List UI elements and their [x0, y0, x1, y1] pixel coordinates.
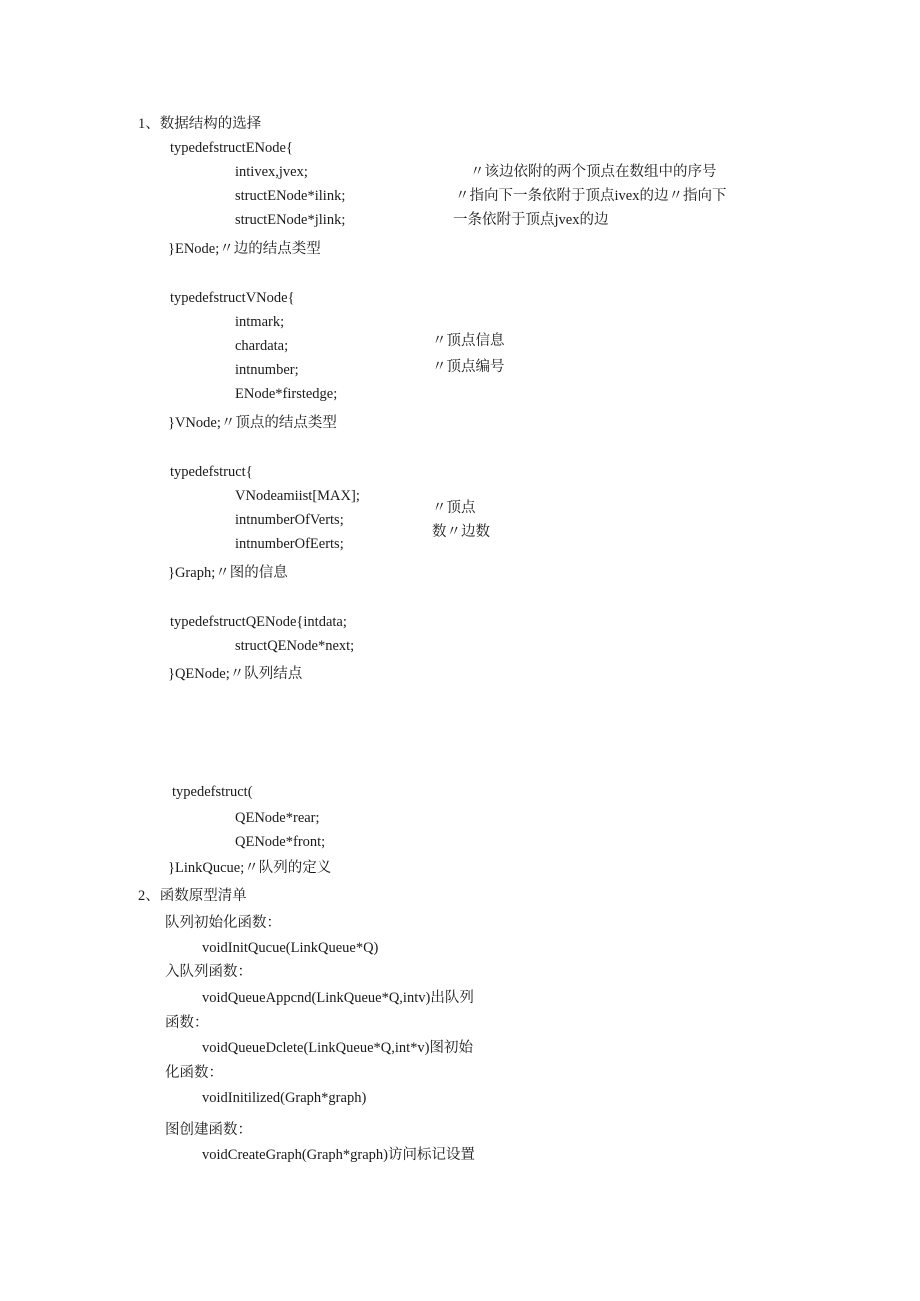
enode-comment-2: 〃指向下一条依附于顶点ivex的边〃指向下 [455, 188, 727, 204]
vnode-field-mark: intmark; [235, 314, 285, 330]
graph-field-edges: intnumberOfEerts; [235, 536, 344, 552]
linkqueue-close: }LinkQucue;〃队列的定义 [168, 860, 332, 876]
enode-comment-1: 〃该边依附的两个顶点在数组中的序号 [470, 164, 717, 180]
graph-field-verts: intnumberOfVerts; [235, 512, 344, 528]
vnode-field-number: intnumber; [235, 362, 299, 378]
func-queue-init: voidInitQucue(LinkQueue*Q) [202, 940, 379, 956]
enode-field-ivex: intivex,jvex; [235, 164, 308, 180]
qenode-open: typedefstructQENode{intdata; [170, 614, 347, 630]
linkqueue-open: typedefstruct( [172, 784, 253, 800]
func-enqueue-label: 入队列函数： [165, 964, 252, 980]
func-dequeue-label: 函数： [165, 1015, 209, 1031]
section1-heading: 1、数据结构的选择 [138, 116, 262, 132]
graph-open: typedefstruct{ [170, 464, 253, 480]
func-queue-init-label: 队列初始化函数： [165, 915, 281, 931]
enode-field-ilink: structENode*ilink; [235, 188, 346, 204]
vnode-close: }VNode;〃顶点的结点类型 [168, 415, 337, 431]
graph-comment-2: 数〃边数 [432, 524, 490, 540]
qenode-field-next: structQENode*next; [235, 638, 355, 654]
graph-close: }Graph;〃图的信息 [168, 565, 288, 581]
linkqueue-field-front: QENode*front; [235, 834, 326, 850]
enode-open: typedefstructENode{ [170, 140, 293, 156]
func-graph-init: voidInitilized(Graph*graph) [202, 1090, 367, 1106]
vnode-field-firstedge: ENode*firstedge; [235, 386, 338, 402]
func-dequeue: voidQueueDclete(LinkQueue*Q,int*v)图初始 [202, 1040, 473, 1056]
vnode-comment-2: 〃顶点编号 [432, 359, 505, 375]
graph-comment-1: 〃顶点 [432, 500, 476, 516]
enode-comment-3: 一条依附于顶点jvex的边 [453, 212, 609, 228]
func-graph-init-label: 化函数： [165, 1065, 223, 1081]
vnode-field-data: chardata; [235, 338, 289, 354]
vnode-open: typedefstructVNode{ [170, 290, 295, 306]
vnode-comment-1: 〃顶点信息 [432, 333, 505, 349]
enode-field-jlink: structENode*jlink; [235, 212, 346, 228]
enode-close: }ENode;〃边的结点类型 [168, 241, 321, 257]
func-graph-create: voidCreateGraph(Graph*graph)访问标记设置 [202, 1147, 476, 1163]
func-graph-create-label: 图创建函数： [165, 1122, 252, 1138]
func-enqueue: voidQueueAppcnd(LinkQueue*Q,intv)出队列 [202, 990, 474, 1006]
linkqueue-field-rear: QENode*rear; [235, 810, 320, 826]
section2-heading: 2、函数原型清单 [138, 888, 247, 904]
qenode-close: }QENode;〃队列结点 [168, 666, 303, 682]
graph-field-list: VNodeamiist[MAX]; [235, 488, 360, 504]
